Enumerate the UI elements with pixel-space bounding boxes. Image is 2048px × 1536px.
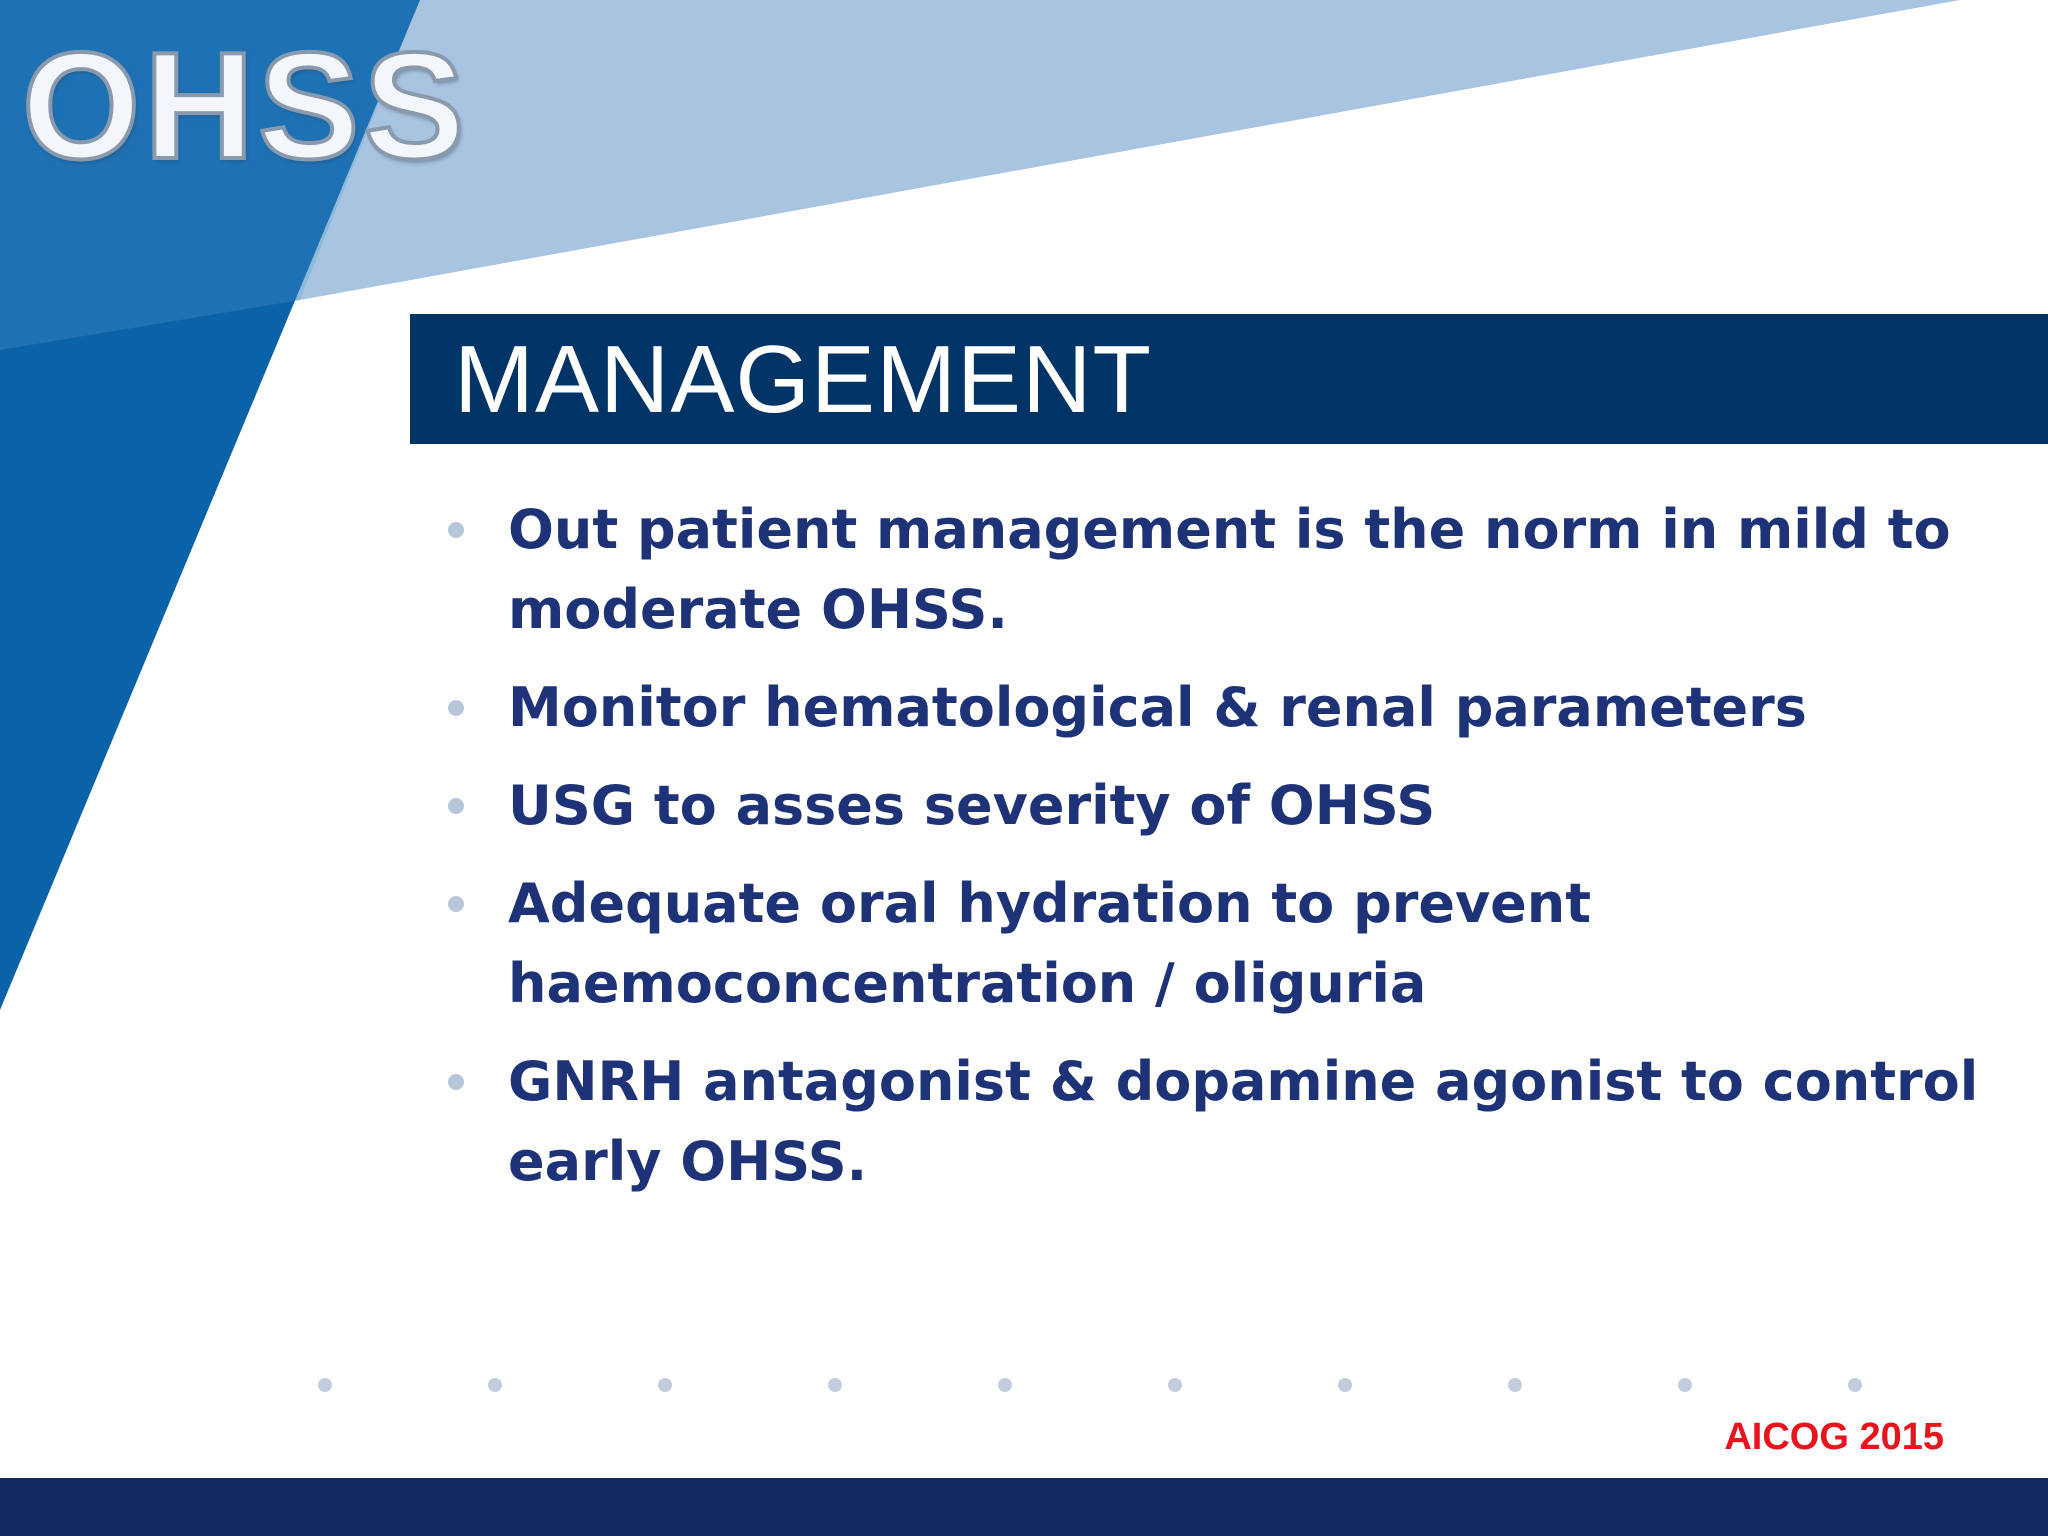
bullet-dot-icon [448,522,464,538]
slide-title: MANAGEMENT [454,326,1153,433]
footer-bar [0,1478,2048,1536]
bullet-dot-icon [448,798,464,814]
bullet-item [430,1042,1990,1202]
decorative-dot [658,1378,672,1392]
bullet-item [430,766,1990,846]
bullet-item [430,490,1990,650]
decorative-dot [828,1378,842,1392]
decorative-dot [1338,1378,1352,1392]
bullet-dot-icon [448,1074,464,1090]
decorative-dot [318,1378,332,1392]
decorative-dot [998,1378,1012,1392]
bullet-text: Adequate oral hydration to prevent haemoconcentration / oliguria [508,872,1592,1015]
bullet-list [430,490,1990,1220]
bullet-text: USG to asses severity of OHSS [508,774,1436,837]
decorative-dot [1678,1378,1692,1392]
footer-conference-label: AICOG 2015 [1724,1416,1944,1458]
bullet-item [430,668,1990,748]
decorative-dot [1168,1378,1182,1392]
decorative-dot [1508,1378,1522,1392]
decorative-dot [488,1378,502,1392]
bullet-text: Monitor hematological & renal parameters [508,676,1807,739]
bullet-item [430,864,1990,1024]
title-bar [410,314,2048,444]
ohss-logo-text: OHSS [22,21,469,191]
decorative-dot [1848,1378,1862,1392]
bullet-dot-icon [448,896,464,912]
decorative-dot-row [318,1378,1878,1392]
bullet-text: Out patient management is the norm in mild to moderate OHSS. [508,498,1951,641]
bullet-text: GNRH antagonist & dopamine agonist to control early OHSS. [508,1050,1979,1193]
bullet-dot-icon [448,700,464,716]
light-blue-diagonal-band [300,0,1960,300]
